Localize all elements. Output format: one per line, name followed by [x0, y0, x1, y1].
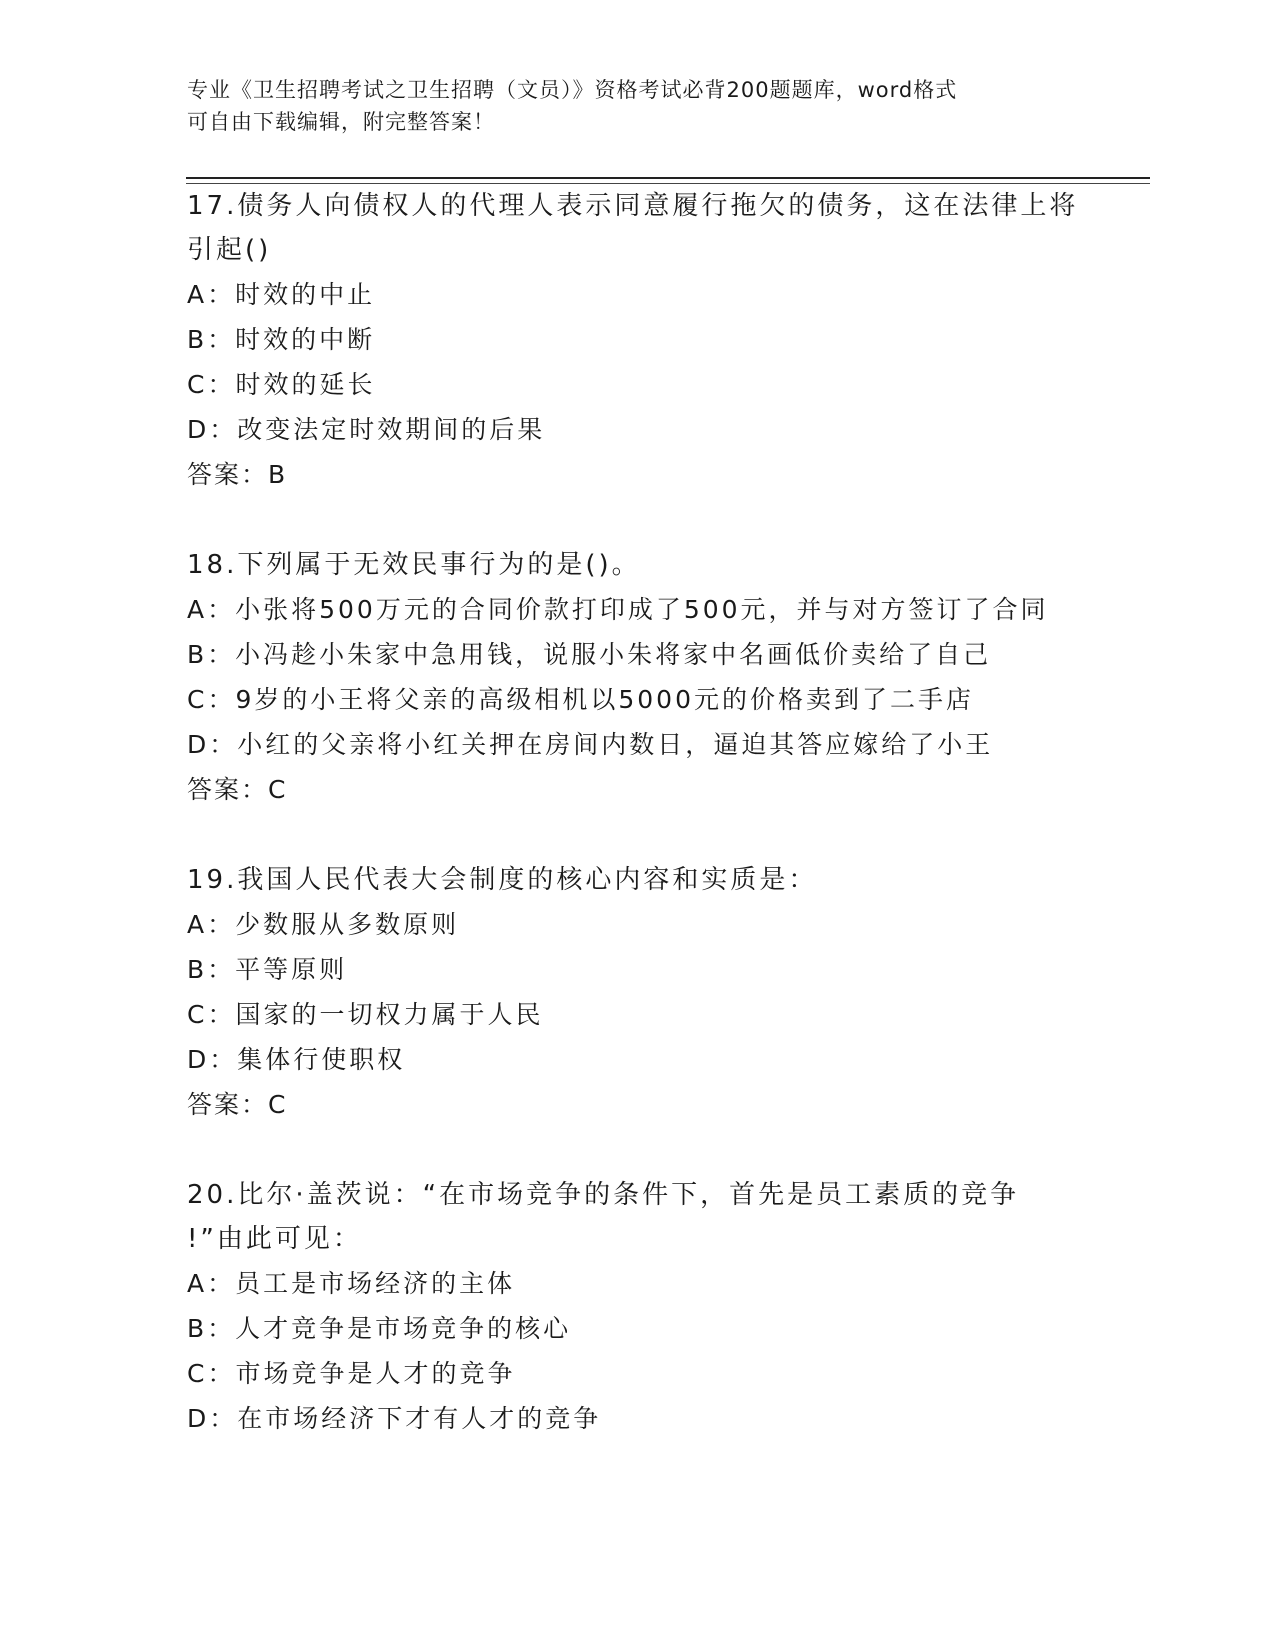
question-20-option-b: B：人才竞争是市场竞争的核心: [187, 1314, 572, 1343]
question-19-option-b: B：平等原则: [187, 955, 348, 984]
question-20-option-d: D：在市场经济下才有人才的竞争: [187, 1404, 602, 1433]
question-20-option-c: C：市场竞争是人才的竞争: [187, 1359, 516, 1388]
header-line-1: 专业《卫生招聘考试之卫生招聘（文员）》资格考试必背200题题库，word格式: [187, 78, 958, 102]
question-18-stem-line-1: 18.下列属于无效民事行为的是()。: [187, 550, 641, 580]
question-17-option-c: C：时效的延长: [187, 370, 376, 399]
question-17-stem-line-1: 17.债务人向债权人的代理人表示同意履行拖欠的债务，这在法律上将: [187, 191, 1079, 221]
question-18-answer: 答案：C: [187, 775, 288, 804]
question-18-option-b: B：小冯趁小朱家中急用钱，说服小朱将家中名画低价卖给了自己: [187, 640, 992, 669]
question-18-option-a: A：小张将500万元的合同价款打印成了500元，并与对方签订了合同: [187, 595, 1049, 624]
question-18-option-d: D：小红的父亲将小红关押在房间内数日，逼迫其答应嫁给了小王: [187, 730, 994, 759]
question-20-stem-line-2: !”由此可见：: [187, 1224, 362, 1254]
question-19-stem-line-1: 19.我国人民代表大会制度的核心内容和实质是：: [187, 865, 818, 895]
question-17-option-a: A：时效的中止: [187, 280, 376, 309]
question-19-option-d: D：集体行使职权: [187, 1045, 406, 1074]
question-17-stem-line-2: 引起(): [187, 235, 272, 265]
question-19-option-a: A：少数服从多数原则: [187, 910, 460, 939]
question-20-option-a: A：员工是市场经济的主体: [187, 1269, 516, 1298]
header-divider-thick: [186, 177, 1150, 179]
question-17-option-d: D：改变法定时效期间的后果: [187, 415, 546, 444]
question-17-answer: 答案：B: [187, 460, 288, 489]
question-19-option-c: C：国家的一切权力属于人民: [187, 1000, 544, 1029]
header-line-2: 可自由下载编辑，附完整答案！: [187, 110, 495, 134]
question-19-answer: 答案：C: [187, 1090, 288, 1119]
question-18-option-c: C：9岁的小王将父亲的高级相机以5000元的价格卖到了二手店: [187, 685, 974, 714]
document-header: [187, 74, 1067, 138]
question-17-option-b: B：时效的中断: [187, 325, 376, 354]
question-20-stem-line-1: 20.比尔·盖茨说：“在市场竞争的条件下，首先是员工素质的竞争: [187, 1180, 1020, 1210]
